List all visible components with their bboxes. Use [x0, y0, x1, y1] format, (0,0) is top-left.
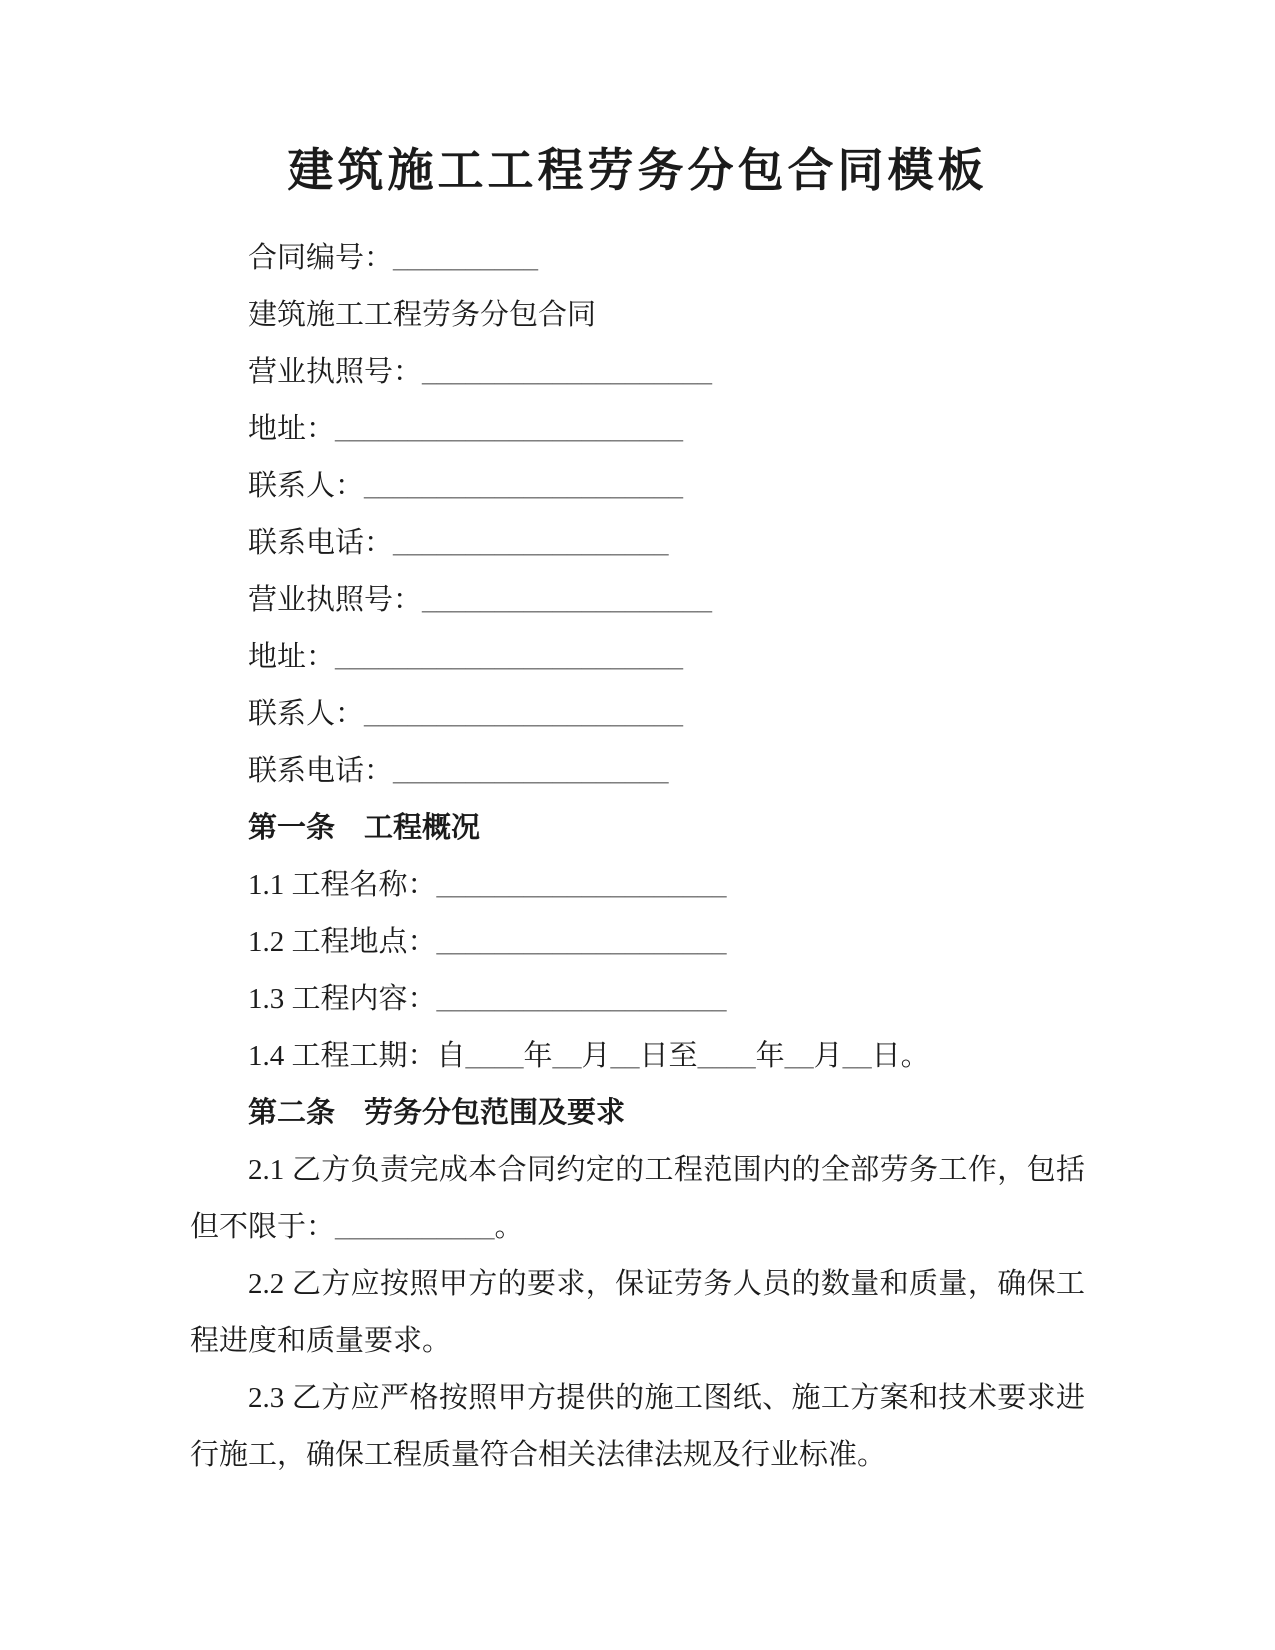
- field-line: 合同编号：__________: [248, 242, 539, 274]
- blank-field: ___________: [335, 1211, 495, 1243]
- blank-field: ___________________: [393, 755, 669, 787]
- body-paragraph: 2.2 乙方应按照甲方的要求，保证劳务人员的数量和质量，确保工程进度和质量要求。: [190, 1268, 1085, 1357]
- blank-field: ________________________: [335, 641, 684, 673]
- field-line: 联系人：______________________: [248, 698, 684, 730]
- field-line: 1.4 工程工期：自____年__月__日至____年__月__日。: [248, 1040, 930, 1072]
- blank-field: __: [842, 1040, 872, 1072]
- field-line: 营业执照号：____________________: [248, 356, 713, 388]
- blank-field: __: [610, 1040, 640, 1072]
- blank-field: ____________________: [422, 584, 713, 616]
- blank-field: __: [784, 1040, 814, 1072]
- blank-field: ____: [465, 1040, 524, 1072]
- blank-field: ____________________: [436, 869, 727, 901]
- section-heading: 第二条 劳务分包范围及要求: [248, 1097, 626, 1129]
- field-line: 联系电话：___________________: [248, 755, 669, 787]
- blank-field: ________________________: [335, 413, 684, 445]
- paragraph-list: [190, 230, 1085, 1484]
- blank-field: ___________________: [393, 527, 669, 559]
- field-line: 1.2 工程地点：____________________: [248, 926, 727, 958]
- blank-field: ____: [697, 1040, 756, 1072]
- blank-field: ______________________: [364, 470, 684, 502]
- blank-field: __: [552, 1040, 582, 1072]
- text-line: 建筑施工工程劳务分包合同: [248, 299, 597, 331]
- field-line: 1.1 工程名称：____________________: [248, 869, 727, 901]
- document-title: 建筑施工工程劳务分包合同模板: [287, 145, 988, 196]
- field-line: 地址：________________________: [248, 641, 684, 673]
- field-line: 地址：________________________: [248, 413, 684, 445]
- field-line: 营业执照号：____________________: [248, 584, 713, 616]
- field-line: 联系人：______________________: [248, 470, 684, 502]
- blank-field: ______________________: [364, 698, 684, 730]
- body-paragraph: 2.3 乙方应严格按照甲方提供的施工图纸、施工方案和技术要求进行施工，确保工程质量符合相关法律法规及行业标准。: [190, 1382, 1085, 1471]
- blank-field: ____________________: [436, 926, 727, 958]
- section-heading: 第一条 工程概况: [248, 812, 481, 844]
- blank-field: __________: [393, 242, 539, 274]
- blank-field: ____________________: [436, 983, 727, 1015]
- body-paragraph: 2.1 乙方负责完成本合同约定的工程范围内的全部劳务工作，包括但不限于：___________。: [190, 1154, 1085, 1243]
- blank-field: ____________________: [422, 356, 713, 388]
- field-line: 1.3 工程内容：____________________: [248, 983, 727, 1015]
- field-line: 联系电话：___________________: [248, 527, 669, 559]
